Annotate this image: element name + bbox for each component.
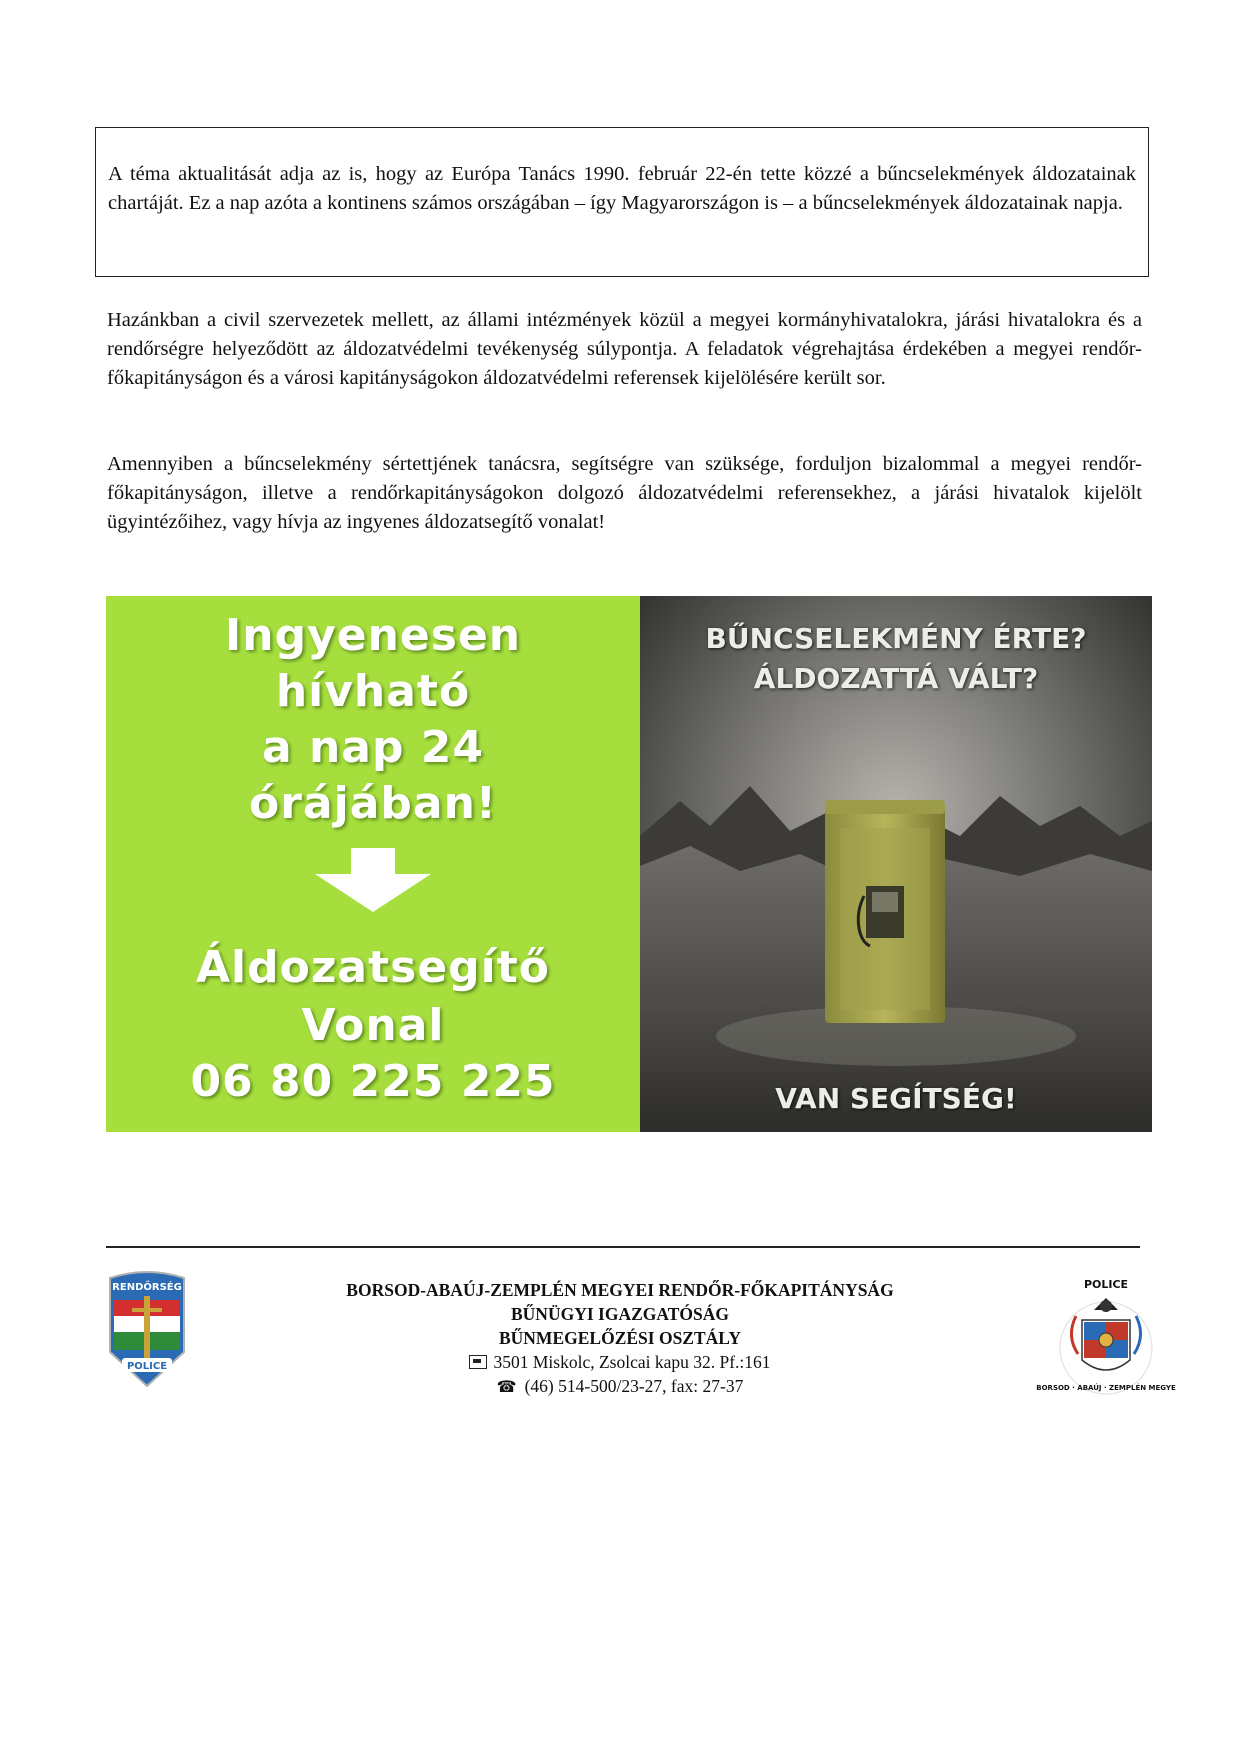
banner-right-photo — [640, 596, 1152, 1132]
svg-text:POLICE: POLICE — [126, 1361, 168, 1372]
footer-address: 3501 Miskolc, Zsolcai kapu 32. Pf.:161 — [493, 1352, 771, 1372]
footer-address-block — [260, 1278, 980, 1399]
svg-text:POLICE: POLICE — [1083, 1278, 1129, 1291]
footer-phone: (46) 514-500/23-27, fax: 27-37 — [524, 1376, 744, 1396]
crest-ring-text: BORSOD · ABAÚJ · ZEMPLÉN MEGYE — [1036, 1384, 1176, 1392]
answer-help-available: VAN SEGÍTSÉG! — [775, 1082, 1017, 1115]
hotline-banner — [106, 596, 1152, 1132]
question-crime: BŰNCSELEKMÉNY ÉRTE? — [705, 622, 1087, 655]
footer-department: BŰNMEGELŐZÉSI OSZTÁLY — [498, 1328, 741, 1348]
down-arrow-icon — [313, 848, 433, 914]
hotline-name-line-1: Áldozatsegítő — [195, 942, 551, 993]
svg-text:RENDŐRSÉG: RENDŐRSÉG — [112, 1282, 182, 1293]
box-paragraph: A téma aktualitását adja az is, hogy az Európa Tanács 1990. február 22-én tette közzé a bűncselekmények áldozatainak chartáját. Ez a nap azóta a kontinens számos országában – így Magyarországon is – a bűncselekmények áldozatainak napja. — [108, 163, 1136, 214]
footer-org-name: BORSOD-ABAÚJ-ZEMPLÉN MEGYEI RENDŐR-FŐKAPITÁNYSÁG — [346, 1280, 894, 1300]
footer-directorate: BŰNÜGYI IGAZGATÓSÁG — [511, 1304, 729, 1324]
highlight-box — [95, 127, 1149, 277]
mail-icon — [469, 1355, 487, 1369]
county-police-crest-logo — [1036, 1276, 1176, 1398]
footer-address-row — [260, 1350, 980, 1374]
banner-line-1: Ingyenesen — [224, 610, 522, 661]
telephone-icon: ☎ — [496, 1377, 517, 1396]
banner-line-4: órájában! — [249, 778, 497, 829]
paragraph-victim-support-institutions: Hazánkban a civil szervezetek mellett, az állami intézmények közül a megyei kormányhivatalokra, járási hivatalokra és a rendőrségre helyeződött az áldozatvédelmi tevékenység súlypontja. A feladatok végrehajtása érdekében a megyei rendőr-főkapitányságon és a városi kapitányságokon áldozatvédelmi referensek kijelölésére került sor. — [107, 309, 1142, 389]
banner-left-panel — [106, 596, 640, 1132]
question-victim: ÁLDOZATTÁ VÁLT? — [753, 662, 1039, 695]
footer-divider — [106, 1246, 1140, 1248]
hotline-phone-number: 06 80 225 225 — [190, 1056, 556, 1107]
hotline-name-line-2: Vonal — [301, 1000, 445, 1051]
banner-line-3: a nap 24 — [261, 722, 485, 773]
footer-phone-row — [260, 1374, 980, 1399]
paragraph-call-hotline: Amennyiben a bűncselekmény sértettjének tanácsra, segítségre van szüksége, forduljon bizalommal a megyei rendőr-főkapitányságon, illetve a rendőrkapitányságokon dolgozó áldozatvédelmi referensekhez, a járási hivatalok kijelölt ügyintézőihez, vagy hívja az ingyenes áldozatsegítő vonalat! — [107, 453, 1142, 533]
banner-line-2: hívható — [275, 666, 471, 717]
police-badge-logo — [104, 1270, 190, 1388]
